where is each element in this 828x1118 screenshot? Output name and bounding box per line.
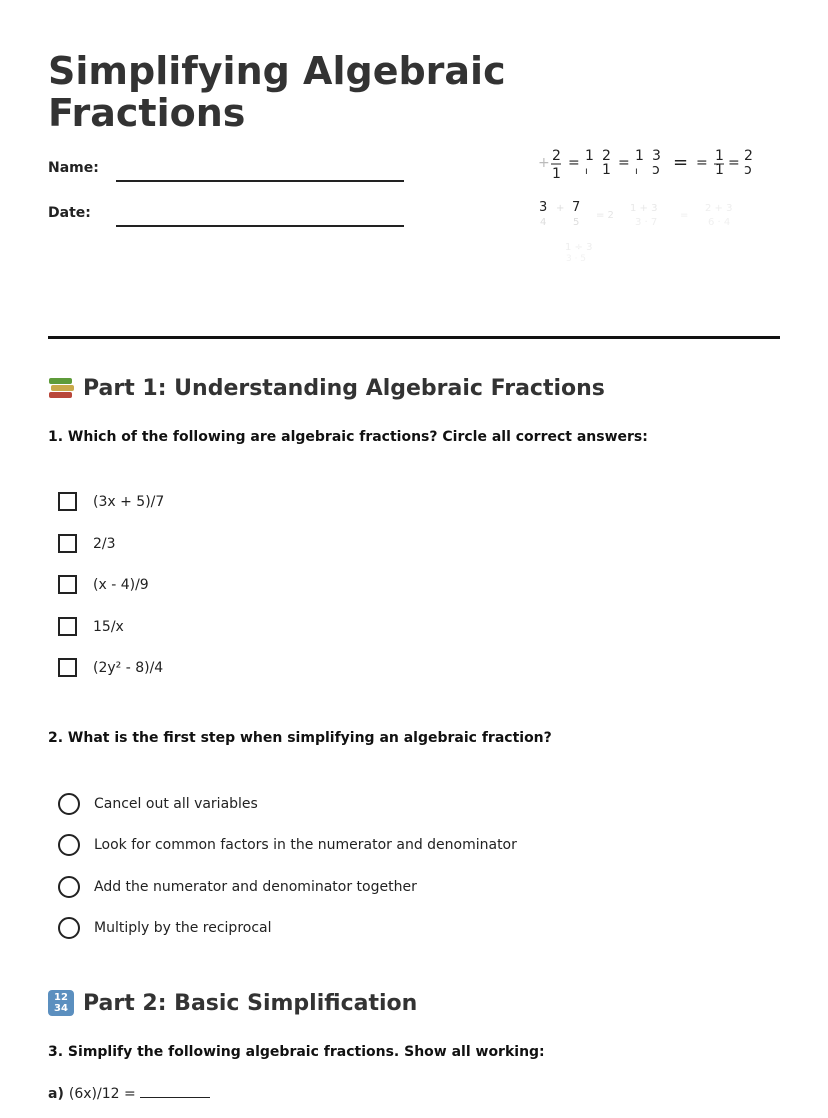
- q2-option-1-label: Cancel out all variables: [94, 796, 258, 812]
- svg-text:1: 1: [635, 148, 644, 164]
- svg-text:ɔ: ɔ: [744, 162, 752, 178]
- numpad-icon-bottom: 34: [54, 1003, 68, 1014]
- date-field[interactable]: [116, 225, 404, 227]
- q1-option-3[interactable]: [58, 575, 149, 594]
- question-1-text: 1. Which of the following are algebraic fractions? Circle all correct answers:: [48, 429, 648, 445]
- svg-text:=: =: [696, 155, 708, 171]
- svg-text:2: 2: [744, 148, 753, 164]
- svg-text:1 ÷ 3: 1 ÷ 3: [565, 242, 593, 253]
- svg-text:1: 1: [715, 162, 724, 178]
- q3-part-a-expression: (6x)/12 =: [68, 1086, 136, 1102]
- numpad-icon: [48, 990, 74, 1016]
- checkbox[interactable]: [58, 658, 77, 677]
- date-label: Date:: [48, 205, 91, 221]
- name-label: Name:: [48, 160, 99, 176]
- svg-text:=: =: [680, 210, 689, 221]
- svg-text:1: 1: [715, 148, 724, 164]
- svg-text:1: 1: [585, 148, 594, 164]
- svg-text:+: +: [538, 155, 550, 171]
- page-title: [48, 50, 508, 134]
- svg-text:=: =: [568, 155, 580, 171]
- q1-option-2[interactable]: [58, 534, 116, 553]
- q2-option-4-label: Multiply by the reciprocal: [94, 920, 272, 936]
- q1-option-4-label: 15/x: [93, 618, 124, 635]
- checkbox[interactable]: [58, 492, 77, 511]
- svg-text:2 + 3: 2 + 3: [705, 203, 733, 214]
- q2-option-2-label: Look for common factors in the numerator and denominator: [94, 837, 517, 853]
- svg-text:1: 1: [552, 166, 561, 182]
- svg-text:7: 7: [572, 200, 581, 215]
- q1-option-4[interactable]: [58, 617, 124, 636]
- q1-option-5-label: (2y² - 8)/4: [93, 659, 164, 676]
- svg-text:=: =: [728, 155, 740, 171]
- svg-text:1: 1: [602, 162, 611, 178]
- q3-part-a-answer-blank[interactable]: [140, 1085, 210, 1098]
- q2-option-1[interactable]: [58, 793, 258, 815]
- radio-button[interactable]: [58, 917, 80, 939]
- checkbox[interactable]: [58, 534, 77, 553]
- title-line-1: Simplifying Algebraic: [48, 49, 506, 93]
- title-line-2: Fractions: [48, 91, 246, 135]
- question-2-text: 2. What is the first step when simplifying an algebraic fraction?: [48, 730, 552, 746]
- checkbox[interactable]: [58, 617, 77, 636]
- numpad-icon-top: 12: [54, 992, 68, 1003]
- svg-text:5: 5: [573, 217, 580, 228]
- q1-option-5[interactable]: [58, 658, 163, 677]
- books-icon: [48, 375, 74, 401]
- svg-text:6 · 4: 6 · 4: [708, 217, 731, 228]
- q2-option-2[interactable]: [58, 834, 517, 856]
- q1-option-2-label: 2/3: [93, 535, 116, 552]
- radio-button[interactable]: [58, 793, 80, 815]
- q3-part-a-label: a): [48, 1086, 64, 1102]
- svg-text:2: 2: [602, 148, 611, 164]
- svg-text:+: +: [556, 203, 565, 214]
- part-2-heading: [48, 990, 417, 1016]
- svg-text:3: 3: [652, 148, 661, 164]
- svg-text:4: 4: [540, 217, 547, 228]
- checkbox[interactable]: [58, 575, 77, 594]
- name-field[interactable]: [116, 180, 404, 182]
- svg-text:3: 3: [539, 200, 548, 215]
- radio-button[interactable]: [58, 834, 80, 856]
- part-1-heading-text: Part 1: Understanding Algebraic Fractions: [83, 375, 605, 401]
- radio-button[interactable]: [58, 876, 80, 898]
- q2-option-4[interactable]: [58, 917, 272, 939]
- svg-text:2: 2: [552, 148, 561, 164]
- svg-text:3 · 7: 3 · 7: [635, 217, 658, 228]
- svg-text:ɔ: ɔ: [652, 162, 660, 178]
- q1-option-1-label: (3x + 5)/7: [93, 493, 165, 510]
- svg-text:ı: ı: [585, 166, 588, 177]
- svg-text:ı: ı: [635, 166, 638, 177]
- q1-option-3-label: (x - 4)/9: [93, 576, 149, 593]
- part-1-heading: [48, 375, 605, 401]
- svg-text:= 2: = 2: [596, 210, 614, 221]
- q1-option-1[interactable]: [58, 492, 164, 511]
- svg-text:=: =: [618, 155, 630, 171]
- q3-part-a: [48, 1085, 210, 1102]
- section-divider: [48, 336, 780, 339]
- q2-option-3-label: Add the numerator and denominator together: [94, 879, 417, 895]
- q2-option-3[interactable]: [58, 876, 417, 898]
- fraction-decoration-image: [530, 140, 770, 270]
- svg-text:=: =: [673, 152, 689, 173]
- svg-text:1 + 3: 1 + 3: [630, 203, 658, 214]
- svg-text:3 · 5: 3 · 5: [566, 254, 587, 264]
- question-3-text: 3. Simplify the following algebraic fractions. Show all working:: [48, 1044, 545, 1060]
- part-2-heading-text: Part 2: Basic Simplification: [83, 990, 418, 1016]
